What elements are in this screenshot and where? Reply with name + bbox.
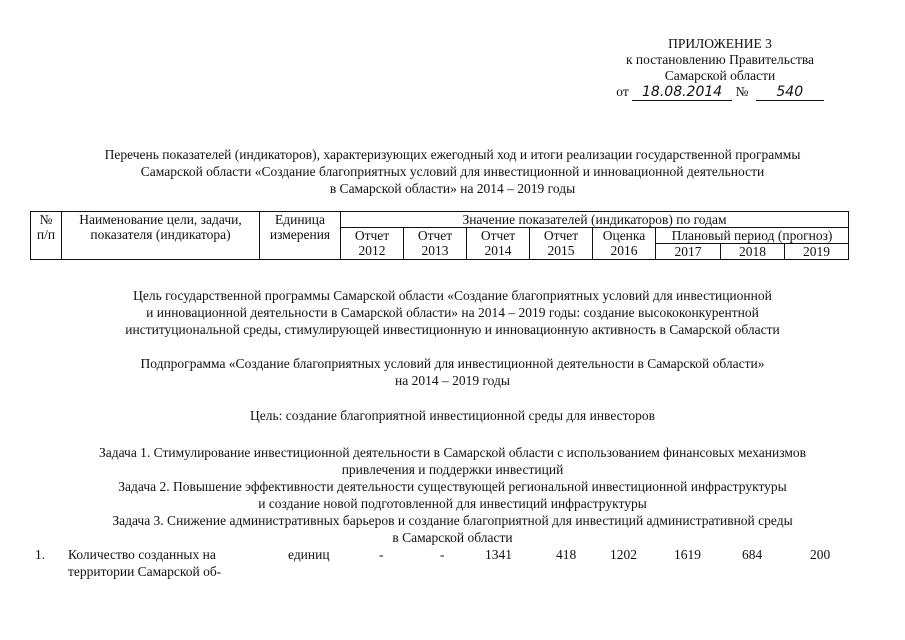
header-plan-2018: 2018 (721, 244, 785, 260)
row-value-2013: - (440, 547, 445, 562)
document-title (20, 146, 885, 197)
title-line-3: в Самарской области» на 2014 – 2019 годы (329, 181, 576, 196)
task-1-line-1: Задача 1. Стимулирование инвестиционной деятельности в Самарской области с использованием финансовых механизмов (98, 445, 807, 460)
tasks-block (20, 444, 885, 546)
header-plan-group: Плановый период (прогноз) (656, 228, 849, 244)
handwritten-number: 540 (756, 84, 824, 101)
header-period-2015: Отчет 2015 (530, 228, 593, 260)
task-3-line-2: в Самарской области (392, 530, 513, 545)
task-3-line-1: Задача 3. Снижение административных барьеров и создание благоприятной для инвестиций административной среды (112, 513, 793, 528)
row-value-2016: 1202 (610, 547, 637, 562)
task-1-line-2: привлечения и поддержки инвестиций (341, 462, 564, 477)
header-values-group: Значение показателей (индикаторов) по годам (341, 212, 849, 228)
row-unit: единиц (288, 547, 330, 562)
header-period-2016: Оценка 2016 (593, 228, 656, 260)
row-value-2014: 1341 (485, 547, 512, 562)
header-number-cell: № п/п (31, 212, 62, 260)
subprogram-goal: Цель: создание благоприятной инвестиционной среды для инвесторов (249, 408, 656, 423)
row-value-2019: 200 (810, 547, 831, 562)
header-name-cell: Наименование цели, задачи, показателя (индикатора) (62, 212, 260, 260)
title-line-2: Самарской области «Создание благоприятных условий для инвестиционной и инновационной деятельности (140, 164, 765, 179)
subprogram-line-2: на 2014 – 2019 годы (395, 373, 510, 388)
row-value-2017: 1619 (674, 547, 701, 562)
header-unit-cell: Единица измерения (260, 212, 341, 260)
row-value-2015: 418 (556, 547, 577, 562)
appendix-title: ПРИЛОЖЕНИЕ 3 (668, 36, 772, 51)
appendix-block (600, 36, 840, 101)
header-plan-2019: 2019 (785, 244, 849, 260)
row-value-2018: 684 (742, 547, 763, 562)
goal-line-1: Цель государственной программы Самарской области «Создание благоприятных условий для инвестиционной (133, 288, 772, 303)
title-line-1: Перечень показателей (индикаторов), характеризующих ежегодный ход и итоги реализации государственной программы (104, 147, 801, 162)
appendix-region: Самарской области (664, 68, 776, 83)
number-prefix: № (735, 84, 749, 99)
row-name-line-2: территории Самарской об- (68, 564, 222, 579)
program-goal (20, 287, 885, 338)
row-name-line-1: Количество созданных на (68, 547, 216, 562)
indicators-table-header (30, 211, 849, 260)
handwritten-date: 18.08.2014 (632, 84, 732, 101)
header-period-2012: Отчет 2012 (341, 228, 404, 260)
date-prefix: от (616, 84, 629, 99)
row-value-2012: - (379, 547, 384, 562)
appendix-resolution: к постановлению Правительства (625, 52, 815, 67)
row-number: 1. (35, 547, 46, 562)
task-2-line-1: Задача 2. Повышение эффективности деятельности существующей региональной инвестиционной инфраструктуры (118, 479, 787, 494)
subprogram-title (20, 355, 885, 389)
subprogram-line-1: Подпрограмма «Создание благоприятных условий для инвестиционной деятельности в Самарской области» (140, 356, 765, 371)
header-period-2014: Отчет 2014 (467, 228, 530, 260)
goal-line-3: институциональной среды, стимулирующей инвестиционную и инновационную активность в Самарской области (125, 322, 780, 337)
header-plan-2017: 2017 (656, 244, 721, 260)
task-2-line-2: и создание новой подготовленной для инвестиций инфраструктуры (258, 496, 647, 511)
header-period-2013: Отчет 2013 (404, 228, 467, 260)
goal-line-2: и инновационной деятельности в Самарской области» на 2014 – 2019 годы: создание высококонкурентной (146, 305, 759, 320)
appendix-date-line (600, 84, 840, 101)
